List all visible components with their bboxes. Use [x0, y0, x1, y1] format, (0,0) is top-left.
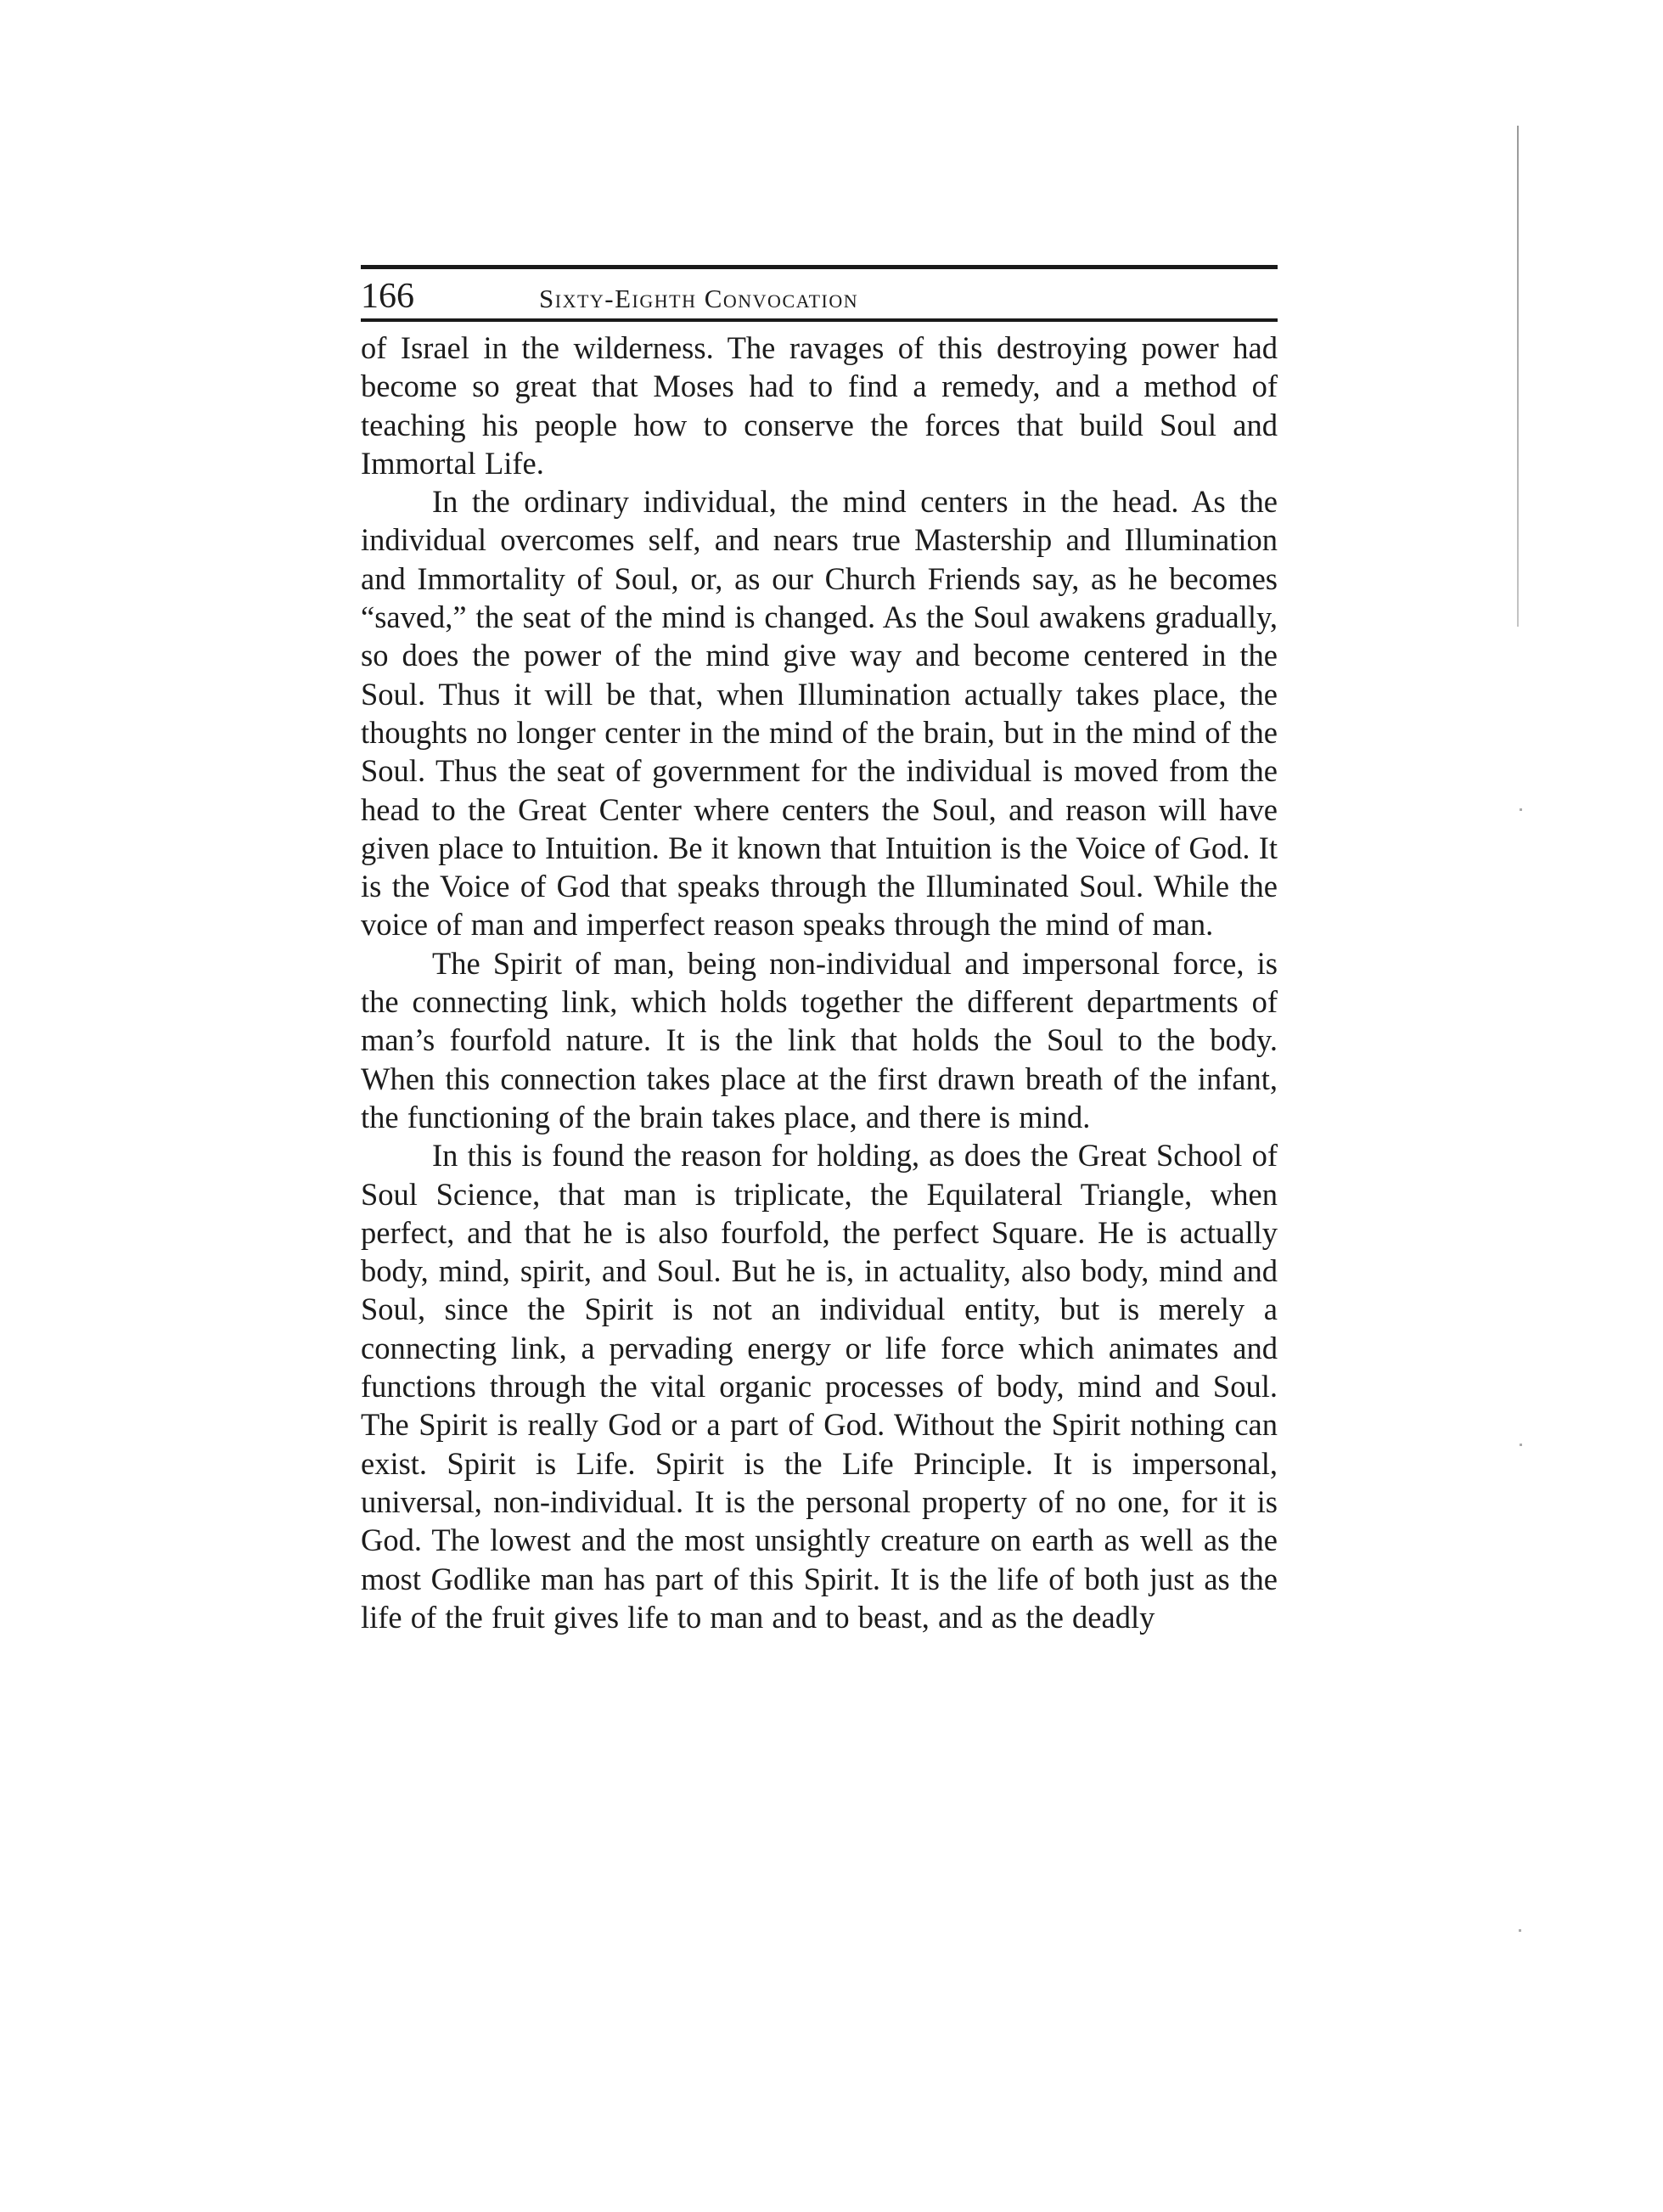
body-text: [361, 329, 1278, 1636]
scan-speck: [1519, 1929, 1521, 1932]
paragraph: In the ordinary individual, the mind centers in the head. As the individual overcomes self, and nears true Mastership and Illumination and Immortality of Soul, or, as our Church Friends say, as he becomes “saved,” the seat of the mind is changed. As the Soul awakens gradually, so does the power of the mind give way and become centered in the Soul. Thus it will be that, when Illumination actually takes place, the thoughts no longer center in the mind of the brain, but in the mind of the Soul. Thus the seat of government for the individual is moved from the head to the Great Center where centers the Soul, and reason will have given place to Intuition. Be it known that Intuition is the Voice of God. It is the Voice of God that speaks through the Illuminated Soul. While the voice of man and imperfect reason speaks through the mind of man.: [361, 484, 1278, 943]
paragraph: In this is found the reason for holding, as does the Great School of Soul Science, that man is triplicate, the Equilateral Triangle, when perfect, and that he is also fourfold, the perfect Square. He is actually body, mind, spirit, and Soul. But he is, in actuality, also body, mind and Soul, since the Spirit is not an individual entity, but is merely a connecting link, a pervading energy or life force which animates and functions through the vital organic processes of body, mind and Soul. The Spirit is really God or a part of God. Without the Spirit nothing can exist. Spirit is Life. Spirit is the Life Principle. It is impersonal, universal, non-individual. It is the personal property of no one, for it is God. The lowest and the most unsightly creature on earth as well as the most Godlike man has part of this Spirit. It is the life of both just as the life of the fruit gives life to man and to beast, and as the deadly: [361, 1138, 1278, 1635]
header-rule-bottom: [361, 318, 1278, 322]
page-number: 166: [361, 277, 414, 316]
running-title: Sixty-Eighth Convocation: [539, 284, 859, 313]
paragraph-continued: of Israel in the wilderness. The ravages of this destroying power had become so great that Moses had to find a remedy, and a method of teaching his people how to conserve the forces that build Soul and Immortal Life.: [361, 330, 1278, 481]
scan-speck: [1520, 808, 1522, 811]
scan-speck: [1520, 1444, 1522, 1446]
book-page: [361, 265, 1278, 1636]
running-head: [361, 276, 1278, 315]
scan-edge-line: [1517, 126, 1519, 627]
header-rule-top: [361, 265, 1278, 269]
paragraph: The Spirit of man, being non-individual and impersonal force, is the connecting link, which holds together the different departments of man’s fourfold nature. It is the link that holds the Soul to the body. When this connection takes place at the first drawn breath of the infant, the functioning of the brain takes place, and there is mind.: [361, 945, 1278, 1134]
